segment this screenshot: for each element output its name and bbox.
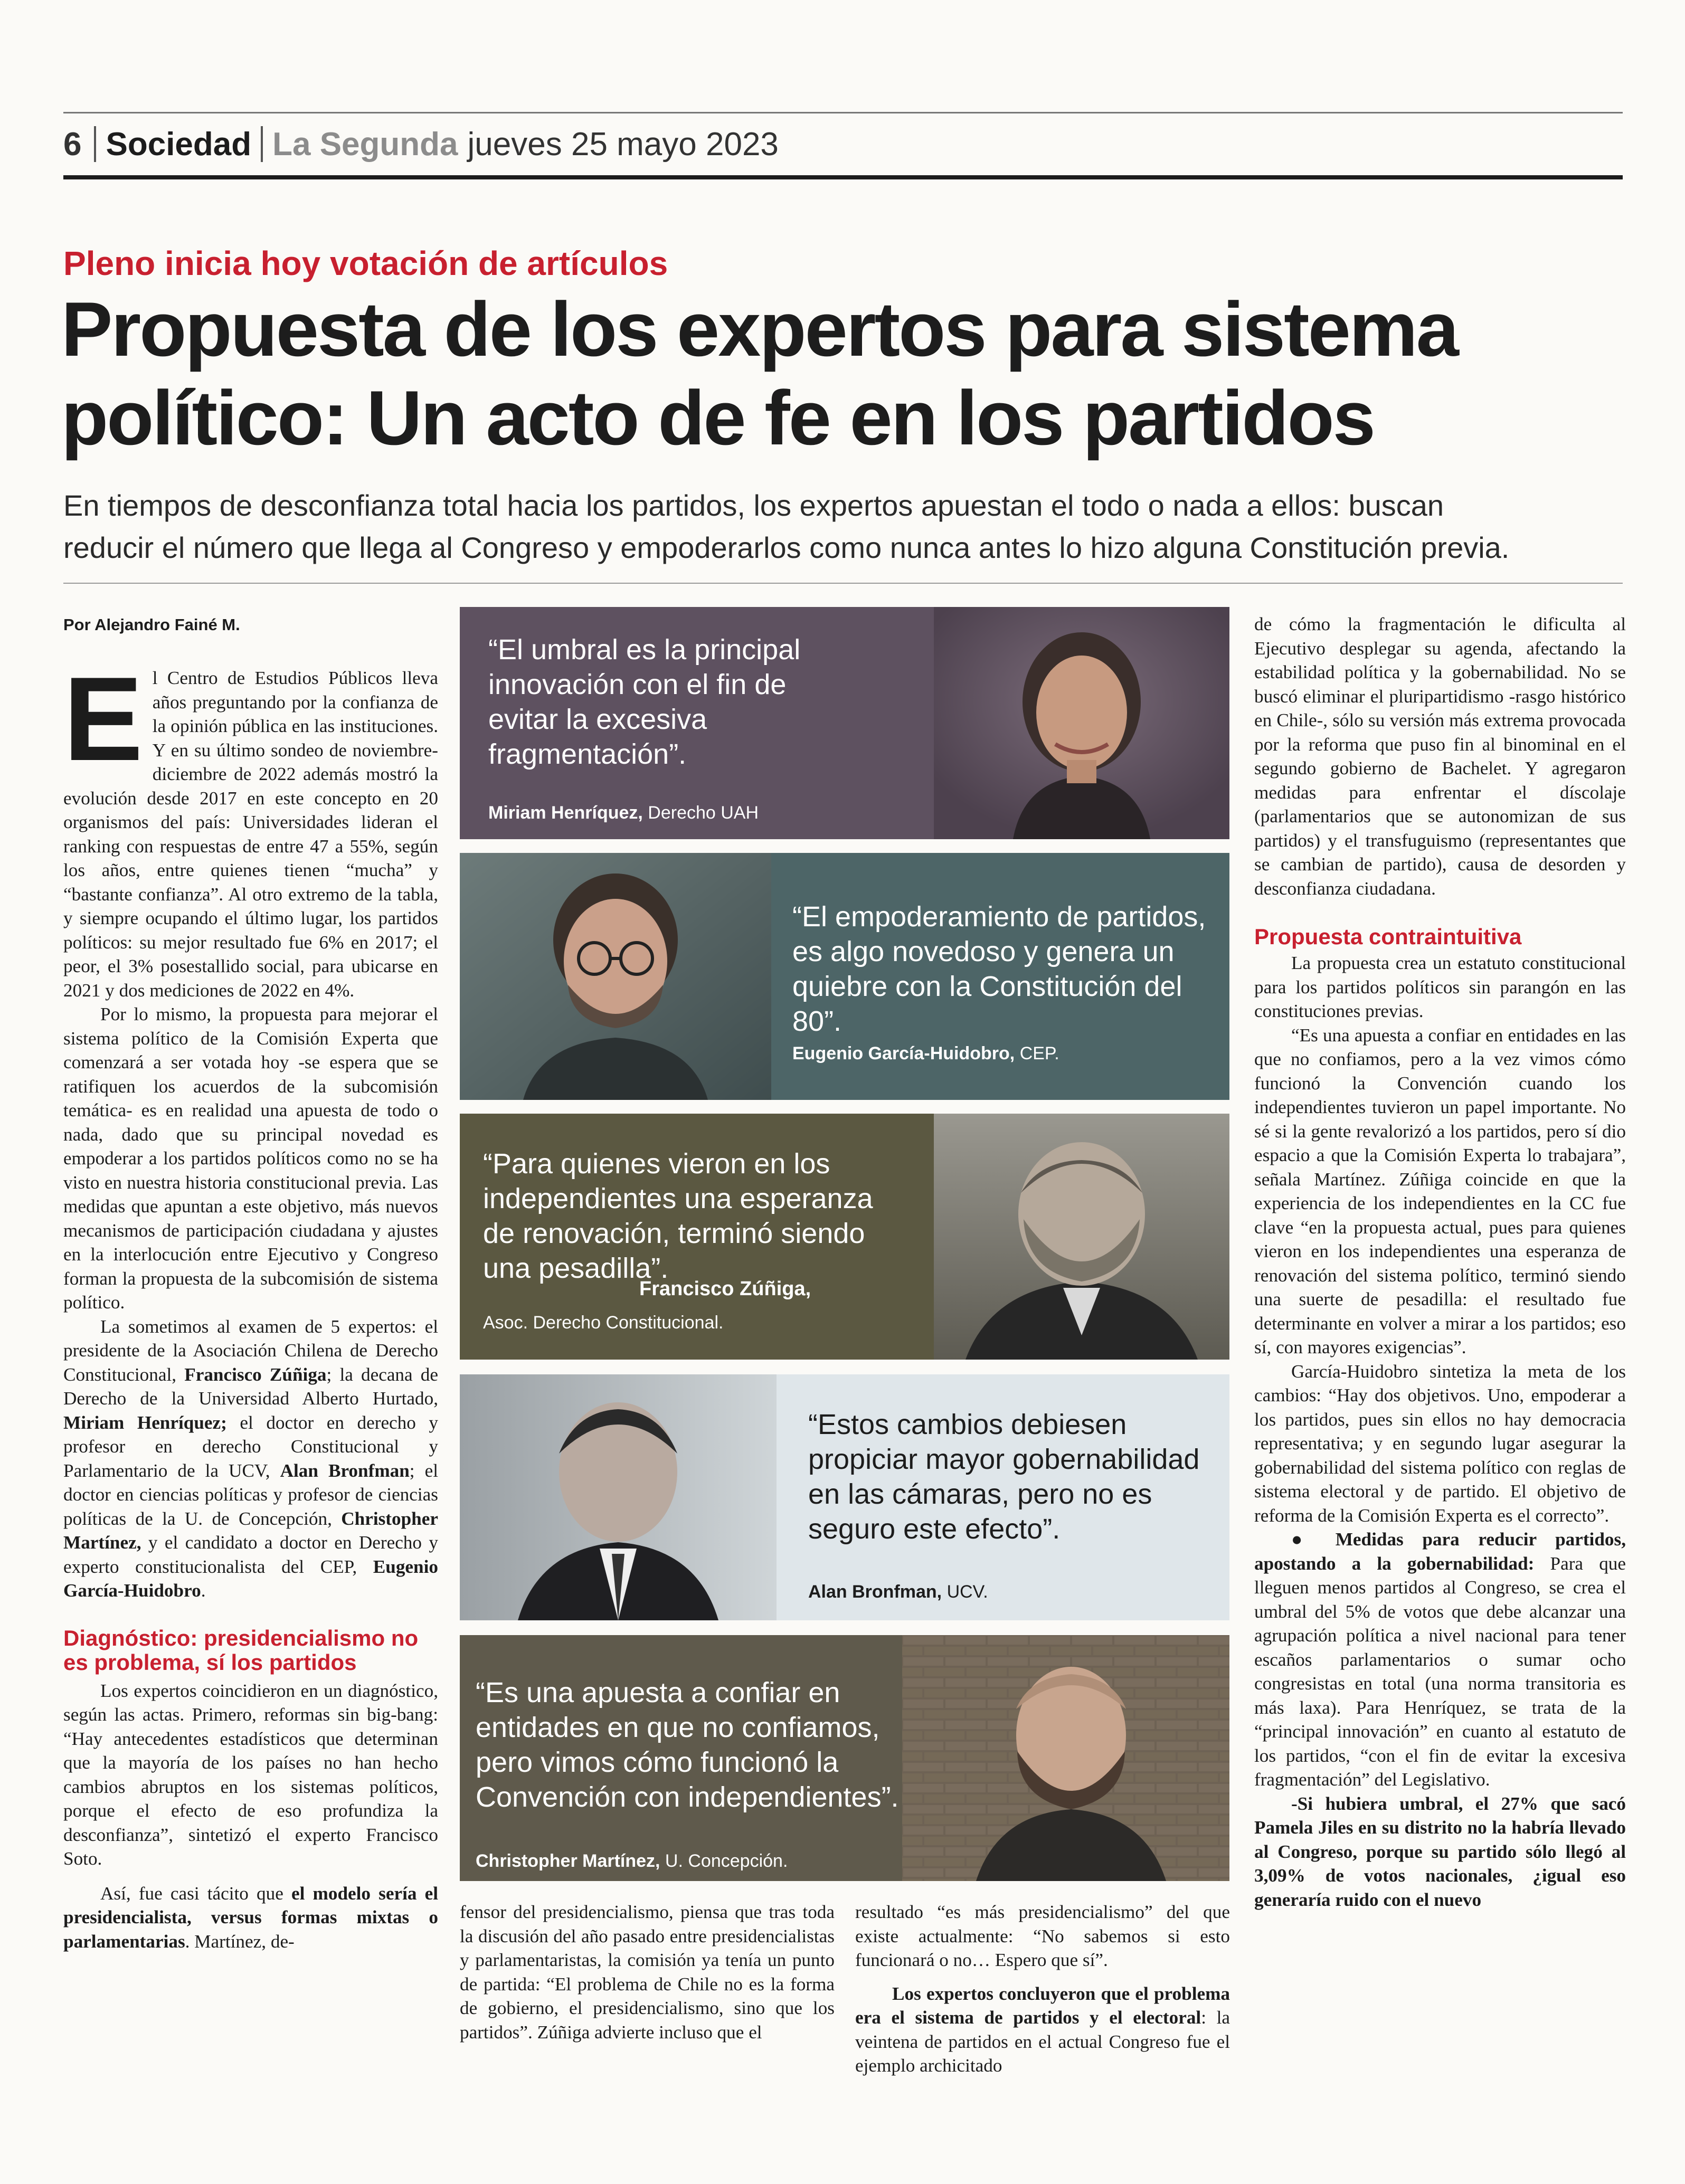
- masthead: [63, 115, 779, 173]
- bold-name: Eugenio García-Huidobro: [63, 1556, 438, 1601]
- masthead-divider: [94, 126, 96, 162]
- text-run: ; el doctor en ciencias políticas y profesor de ciencias políticas de la U. de Concepción,: [63, 1460, 438, 1529]
- quote-affiliation: U. Concepción.: [660, 1851, 788, 1871]
- paragraph: [63, 1315, 438, 1603]
- quote-affiliation: CEP.: [1015, 1043, 1059, 1063]
- text-run: Para que lleguen menos partidos al Congreso, se crea el umbral del 5% de votos que debe alcanzar una agrupación política a nivel nacional para tener escaños parlamentarios o sumar ocho congresistas en total (una norma transitoria es más laxa). Para Henríquez, se trata de la “principal innovación” en cuanto al estatuto de los partidos, “con el fin de evitar la excesiva fragmentación” del Legislativo.: [1254, 1553, 1626, 1790]
- text-run: : la veintena de partidos en el actual Congreso fue el ejemplo archicitado: [855, 2007, 1230, 2076]
- bold-name: Alan Bronfman: [280, 1460, 410, 1481]
- deck: [63, 485, 1631, 569]
- quote-attribution: [476, 1850, 788, 1872]
- paragraph: [63, 1882, 438, 1954]
- quote-affiliation: Asoc. Derecho Constitucional.: [483, 1313, 724, 1333]
- portrait-photo: [460, 1374, 777, 1620]
- quote-affiliation: Derecho UAH: [642, 803, 759, 823]
- quote-attribution: [808, 1581, 988, 1602]
- quote-panel-bronfman: [460, 1374, 1229, 1620]
- paragraph: resultado “es más presidencialismo” del que existe actualmente: “No sabemos si esto funcionará o no… Espero que sí”.: [855, 1902, 1230, 1970]
- headline-line-1: Propuesta de los expertos para sistema: [61, 286, 1457, 372]
- portrait-photo: [460, 853, 771, 1100]
- subhead-propuesta: Propuesta contraintuitiva: [1254, 924, 1522, 949]
- quote-text: “Estos cambios debiesen propiciar mayor gobernabilidad en las cámaras, pero no es seguro este efecto”.: [808, 1409, 1200, 1545]
- bold-name: Francisco Zúñiga: [184, 1364, 327, 1385]
- quote-text: “Es una apuesta a confiar en entidades en que no confiamos, pero vimos cómo funcionó la Convención con independientes”.: [476, 1677, 899, 1813]
- text-run: ; la decana de Derecho de la Universidad Alberto Hurtado,: [63, 1364, 439, 1409]
- quote-author: Francisco Zúñiga,: [639, 1278, 811, 1300]
- quote-text: “Para quienes vieron en los independientes una esperanza de renovación, terminó siendo una pesadilla”.: [483, 1148, 873, 1284]
- quote-affiliation: UCV.: [942, 1582, 988, 1602]
- portrait-photo: [902, 1635, 1229, 1881]
- quote-panel-henriquez: [460, 607, 1229, 839]
- quote-author: Christopher Martínez,: [476, 1851, 660, 1871]
- text-run: .: [201, 1580, 206, 1601]
- kicker: Pleno inicia hoy votación de artículos: [63, 244, 668, 282]
- paragraph: La propuesta crea un estatuto constitucional para los partidos políticos sin parangón en las constituciones previas.: [1254, 953, 1626, 1021]
- bold-text: el modelo sería el presidencialista, versus formas mixtas o parlamentarias: [63, 1883, 438, 1952]
- headline-line-2: político: Un acto de fe en los partidos: [61, 375, 1374, 461]
- paragraph: [63, 652, 438, 1002]
- quote-text: “El empoderamiento de partidos, es algo novedoso y genera un quiebre con la Constitución del 80”.: [792, 901, 1206, 1037]
- paragraph: [1254, 1527, 1626, 1792]
- text-run: el doctor en derecho y profesor en derecho Constitucional y Parlamentario de la UCV,: [63, 1412, 438, 1481]
- bold-text: Los expertos concluyeron que el problema era el sistema de partidos y el electoral: [855, 1983, 1230, 2028]
- paragraph: [855, 1982, 1230, 2078]
- paragraph: [1254, 1792, 1626, 1912]
- dropcap: E: [63, 652, 143, 785]
- deck-line-1: En tiempos de desconfianza total hacia los partidos, los expertos apuestan el todo o nada a ellos: buscan: [63, 489, 1444, 522]
- masthead-divider: [261, 126, 263, 162]
- paragraph-text: l Centro de Estudios Públicos lleva años preguntando por la confianza de la opinión pública en las instituciones. Y en su último sondeo de noviembre-diciembre de 2022 además mostró la evolución desde 2017 en este concepto en 20 organismos del país: Universidades lideran el ranking con respuestas de entre 47 a 55%, según los años, entre quienes tienen “mucha” y “bastante confianza”. Al otro extremo de la tabla, y siempre ocupando el último lugar, los partidos políticos: su mejor resultado fue 6% en 2017; el peor, el 3% posestallido social, para ubicarse en 2021 y dos mediciones de 2022 en 4%.: [63, 668, 438, 1001]
- quote-panel-zuniga: [460, 1114, 1229, 1360]
- quote-attribution: [488, 802, 759, 823]
- issue-date: jueves 25 mayo 2023: [467, 126, 779, 163]
- column-3-bottom: [855, 1900, 1230, 2078]
- portrait-photo: [934, 1114, 1229, 1360]
- bold-text: Medidas para reducir partidos, apostando a la gobernabilidad:: [1254, 1529, 1626, 1574]
- bold-text: -Si hubiera umbral, el 27% que sacó Pamela Jiles en su distrito no la habría llevado al Congreso, porque su partido sólo llegó al 3,09% de votos nacionales, ¿igual eso generaría ruido con el nuevo: [1254, 1793, 1626, 1910]
- column-4: [1254, 612, 1626, 1912]
- masthead-rule: [63, 175, 1623, 179]
- quote-author: Alan Bronfman,: [808, 1582, 942, 1602]
- deck-rule: [63, 583, 1623, 584]
- portrait-photo: [934, 607, 1229, 839]
- quote-panel-martinez: [460, 1635, 1229, 1881]
- bold-name: Christopher Martínez,: [63, 1508, 438, 1553]
- subhead-diagnostico: Diagnóstico: presidencialismo no es problema, sí los partidos: [63, 1625, 419, 1675]
- column-1: [63, 652, 439, 1953]
- text-run: y el candidato a doctor en Derecho y experto constitucionalista del CEP,: [63, 1532, 438, 1577]
- quote-author: Eugenio García-Huidobro,: [792, 1043, 1015, 1063]
- paragraph: fensor del presidencialismo, piensa que tras toda la discusión del año pasado entre presidencialistas y parlamentaristas, la comisión ya tenía un punto de partida: “El problema de Chile no es la forma de gobierno, el presidencialismo, sino que los partidos”. Zúñiga advierte incluso que el: [460, 1902, 835, 2043]
- text-run: . Martínez, de-: [185, 1931, 295, 1952]
- headline: [61, 285, 1634, 462]
- publication-name: La Segunda: [272, 126, 458, 163]
- byline: Por Alejandro Fainé M.: [63, 615, 240, 634]
- paragraph: Por lo mismo, la propuesta para mejorar el sistema político de la Comisión Experta que comenzará a ser votada hoy -se espera que se ratifiquen los acuerdos de la subcomisión temática- es en realidad una apuesta de todo o nada, dado que su principal novedad es empoderar a los partidos políticos como no se ha visto en nuestra historia constitucional previa. Las medidas que apuntan a este objetivo, más nuevos mecanismos de participación ciudadana y ajustes en la interlocución entre Ejecutivo y Congreso forman la propuesta de la subcomisión de sistema político.: [63, 1004, 438, 1313]
- column-2-bottom: [460, 1900, 835, 2044]
- page-number: 6: [63, 126, 82, 163]
- paragraph: Los expertos coincidieron en un diagnóstico, según las actas. Primero, reformas sin big-bang: “Hay antecedentes estadísticos que determinan que la mayoría de los países no han hecho cambios abruptos en los sistemas políticos, porque el efecto de eso profundiza la desconfianza”, sintetizó el experto Francisco Soto.: [63, 1680, 438, 1869]
- top-rule: [63, 112, 1623, 113]
- section-name: Sociedad: [106, 126, 252, 163]
- text-run: Así, fue casi tácito que: [100, 1883, 291, 1904]
- paragraph: de cómo la fragmentación le dificulta al Ejecutivo desplegar su agenda, afectando la estabilidad política y la gobernabilidad. No se buscó eliminar el pluripartidismo -rasgo histórico en Chile-, sólo su versión más extrema provocada por la reforma que puso fin al binominal en el segundo gobierno de Bachelet. Y agregaron medidas para enfrentar el díscolaje (parlamentarios que se autonomizan de sus partidos) y el transfuguismo (representantes que se cambian de partido), causa de desorden y desconfianza ciudadana.: [1254, 614, 1626, 899]
- paragraph: “Es una apuesta a confiar en entidades en las que no confiamos, pero a la vez vimos cómo funcionó la Convención cuando los independientes tuvieron un papel importante. No sé si la gente revalorizó a los partidos, pero sí dio espacio a que la Comisión Experta lo trabajara”, señala Martínez. Zúñiga coincide en que la experiencia de los independientes en la CC fue clave “en la propuesta actual, pues para quienes vieron en los independientes una esperanza de renovación del sistema político, terminó siendo una suerte de pesadilla: el resultado fue determinante en volver a mirar a los partidos; eso sí, con mayores exigencias”.: [1254, 1024, 1626, 1357]
- quote-panel-garcia-huidobro: [460, 853, 1229, 1100]
- bold-name: Miriam Henríquez;: [63, 1412, 227, 1433]
- bullet-icon: ●: [1291, 1529, 1317, 1550]
- quote-text: “El umbral es la principal innovación con el fin de evitar la excesiva fragmentación”.: [488, 634, 801, 770]
- quote-author: Miriam Henríquez,: [488, 803, 643, 823]
- quote-attribution: [483, 1278, 811, 1333]
- deck-line-2: reducir el número que llega al Congreso y empoderarlos como nunca antes lo hizo alguna Constitución previa.: [63, 531, 1510, 564]
- paragraph: García-Huidobro sintetiza la meta de los cambios: “Hay dos objetivos. Uno, empoderar a los partidos, pues sin ellos no hay democracia representativa; y en segundo lugar asegurar la gobernabilidad del sistema político con reglas de sistema electoral y de partido. El objetivo de reforma de la Comisión Experta es el correcto”.: [1254, 1361, 1626, 1526]
- quote-attribution: [792, 1043, 1059, 1064]
- text-run: La sometimos al examen de 5 expertos: el presidente de la Asociación Chilena de Derecho Constitucional,: [63, 1316, 438, 1385]
